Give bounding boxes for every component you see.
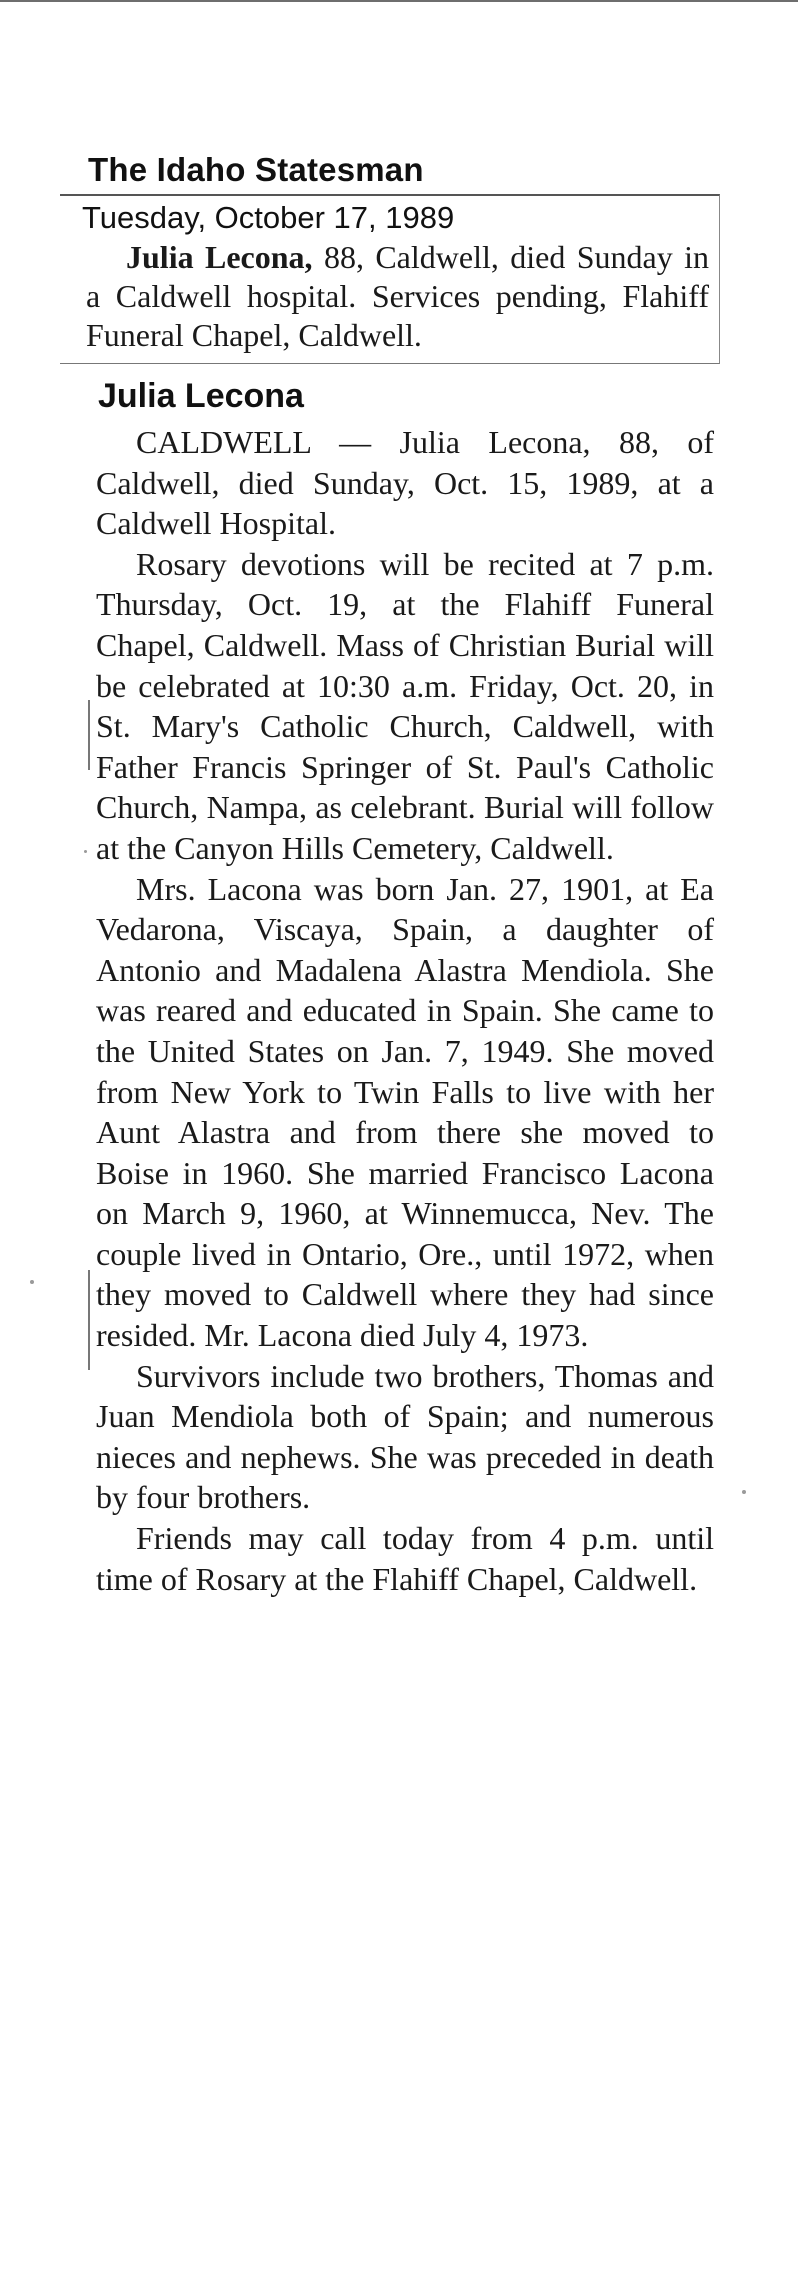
margin-mark (88, 1270, 90, 1370)
short-notice-text: 88, Caldwell, died Sunday in a Caldwell hospital. Services pending, Flahiff Funeral Chapel, Caldwell. (86, 239, 710, 353)
deceased-name: Julia Lecona, (126, 239, 313, 275)
death-notice-box (60, 194, 720, 364)
newspaper-masthead: The Idaho Statesman (88, 151, 424, 188)
obituary-paragraph: Mrs. Lacona was born Jan. 27, 1901, at Ea Vedarona, Viscaya, Spain, a daughter of Antonio and Madalena Alastra Mendiola. She was reared and educated in Spain. She came to the United States on Jan. 7, 1949. She moved from New York to Twin Falls to live with her Aunt Alastra and from there she moved to Boise in 1960. She married Francisco Lacona on March 9, 1960, at Winnemucca, Nev. The couple lived in Ontario, Ore., until 1972, when they moved to Caldwell where they had since resided. Mr. Lacona died July 4, 1973. (96, 870, 714, 1354)
obituary-paragraph: CALDWELL — Julia Lecona, 88, of Caldwell, died Sunday, Oct. 15, 1989, at a Caldwell Hospital. (96, 424, 714, 542)
obituary-body (60, 422, 720, 1599)
newspaper-clipping (60, 150, 720, 1599)
scan-speck (742, 1490, 746, 1494)
scan-speck (30, 1280, 34, 1284)
obituary-paragraph: Survivors include two brothers, Thomas and Juan Mendiola both of Spain; and numerous nieces and nephews. She was preceded in death by four brothers. (96, 1357, 714, 1516)
margin-mark (88, 700, 90, 770)
obituary-paragraph: Friends may call today from 4 p.m. until time of Rosary at the Flahiff Chapel, Caldwell. (96, 1520, 714, 1597)
publication-date: Tuesday, October 17, 1989 (82, 200, 455, 235)
short-death-notice (86, 238, 709, 355)
scan-speck (84, 850, 87, 853)
obituary-paragraph: Rosary devotions will be recited at 7 p.m. Thursday, Oct. 19, at the Flahiff Funeral Chapel, Caldwell. Mass of Christian Burial will be celebrated at 10:30 a.m. Friday, Oct. 20, in St. Mary's Catholic Church, Caldwell, with Father Francis Springer of St. Paul's Catholic Church, Nampa, as celebrant. Burial will follow at the Canyon Hills Cemetery, Caldwell. (96, 545, 714, 866)
obituary-heading: Julia Lecona (98, 377, 304, 415)
scan-edge (0, 0, 798, 2)
